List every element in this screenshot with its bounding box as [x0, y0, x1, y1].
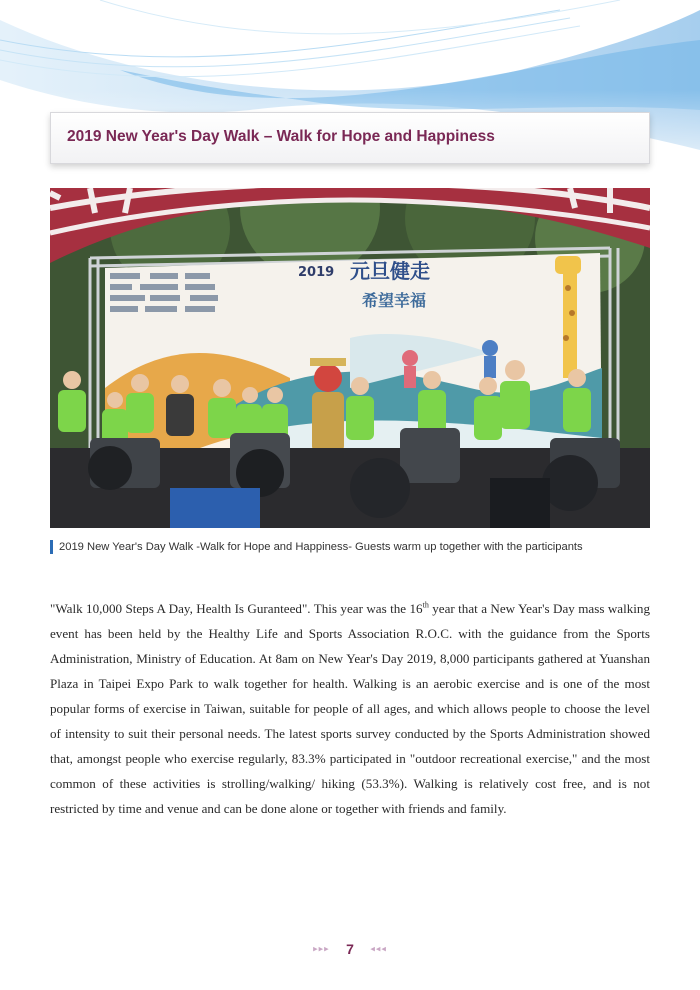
- left-arrows-icon: ▸▸▸: [313, 943, 330, 954]
- paragraph-part-1: "Walk 10,000 Steps A Day, Health Is Guranteed". This year was the 16: [50, 601, 423, 616]
- right-arrows-icon: ◂◂◂: [370, 943, 387, 954]
- paragraph-part-2: year that a New Year's Day mass walking event has been held by the Healthy Life and Sports Association R.O.C. with the guidance from the Sports Administration, Ministry of Education. At 8am on New Year's Day 2019, 8,000 participants gathered at Yuanshan Plaza in Taipei Expo Park to walk together for health. Walking is an aerobic exercise and is one of the most popular forms of exercise in Taiwan, suitable for people of all ages, and which allows people to choose the level of intensity to suit their personal needs. The latest sports survey conducted by the Sports Administration showed that, amongst people who exercise regularly, 83.3% participated in "outdoor recreational exercise," and the most common of these activities is strolling/walking/ hiking (53.3%). Walking is relatively cost free, and is not restricted by time and venue and can be done alone or together with friends and family.: [50, 601, 650, 816]
- photo-caption: [50, 540, 660, 554]
- event-photo: [50, 188, 650, 528]
- banner-title-bottom: 希望幸福: [362, 291, 427, 310]
- page-number: 7: [346, 940, 354, 957]
- caption-marker: [50, 540, 53, 554]
- article-paragraph: [50, 596, 650, 821]
- caption-text: 2019 New Year's Day Walk -Walk for Hope and Happiness- Guests warm up together with the participants: [59, 541, 583, 553]
- title-banner: [50, 112, 650, 164]
- event-photo-illustration: [50, 188, 650, 528]
- page-footer: [0, 940, 700, 962]
- ordinal-suffix: th: [422, 600, 429, 610]
- banner-year: 2019: [298, 265, 335, 280]
- page-title: 2019 New Year's Day Walk – Walk for Hope and Happiness: [67, 128, 495, 145]
- banner-title-top: 元旦健走: [350, 259, 430, 283]
